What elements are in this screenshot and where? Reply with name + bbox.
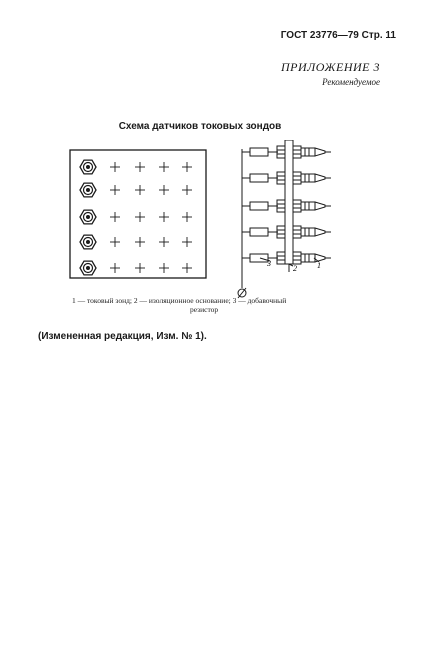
resistor-icon <box>250 228 268 236</box>
cross-mark-icon <box>110 212 120 222</box>
probe-grid <box>80 160 192 275</box>
cross-mark-icon <box>159 185 169 195</box>
cross-mark-icon <box>110 185 120 195</box>
callout-2: 2 <box>293 264 297 273</box>
circuit-elements <box>238 140 331 298</box>
cross-mark-icon <box>135 263 145 273</box>
appendix-subtitle: Рекомендуемое <box>322 77 380 87</box>
page-header: ГОСТ 23776—79 Стр. 11 <box>280 30 396 41</box>
probe-grid-figure <box>68 148 210 282</box>
insulating-base <box>70 150 206 278</box>
probe-tip-icon <box>315 148 325 156</box>
insulating-base-bar <box>285 140 293 264</box>
probe-tip-icon <box>315 174 325 182</box>
probe-tip-icon <box>315 228 325 236</box>
resistor-icon <box>250 202 268 210</box>
callout-3: 3 <box>267 259 271 268</box>
cross-mark-icon <box>182 185 192 195</box>
probe-assembly <box>242 226 331 238</box>
revision-note: (Измененная редакция, Изм. № 1). <box>38 331 207 342</box>
probe-hex-icon <box>80 261 96 275</box>
cross-mark-icon <box>135 237 145 247</box>
cross-mark-icon <box>110 162 120 172</box>
probe-hex-icon <box>80 210 96 224</box>
cross-mark-icon <box>135 212 145 222</box>
circuit-schematic <box>230 140 340 300</box>
probe-assembly <box>242 200 331 212</box>
resistor-icon <box>250 148 268 156</box>
caption-line-2: резистор <box>190 305 219 314</box>
resistor-icon <box>250 174 268 182</box>
figure-caption <box>72 296 342 314</box>
callout-1: 1 <box>317 261 321 270</box>
cross-mark-icon <box>182 237 192 247</box>
cross-mark-icon <box>182 162 192 172</box>
cross-mark-icon <box>135 162 145 172</box>
resistor-icon <box>250 254 268 262</box>
cross-mark-icon <box>110 237 120 247</box>
probe-assembly <box>242 146 331 158</box>
probe-hex-icon <box>80 160 96 174</box>
cross-mark-icon <box>135 185 145 195</box>
appendix-title: ПРИЛОЖЕНИЕ 3 <box>281 60 380 74</box>
probe-hex-icon <box>80 235 96 249</box>
probe-tip-icon <box>315 202 325 210</box>
figure-title: Схема датчиков токовых зондов <box>118 121 282 132</box>
cross-mark-icon <box>159 237 169 247</box>
cross-mark-icon <box>110 263 120 273</box>
probe-assembly <box>242 172 331 184</box>
cross-mark-icon <box>159 212 169 222</box>
cross-mark-icon <box>182 263 192 273</box>
cross-mark-icon <box>182 212 192 222</box>
cross-mark-icon <box>159 162 169 172</box>
caption-line-1: 1 — токовый зонд; 2 — изоляционное основание; 3 — добавочный <box>72 296 287 305</box>
cross-mark-icon <box>159 263 169 273</box>
probe-hex-icon <box>80 183 96 197</box>
